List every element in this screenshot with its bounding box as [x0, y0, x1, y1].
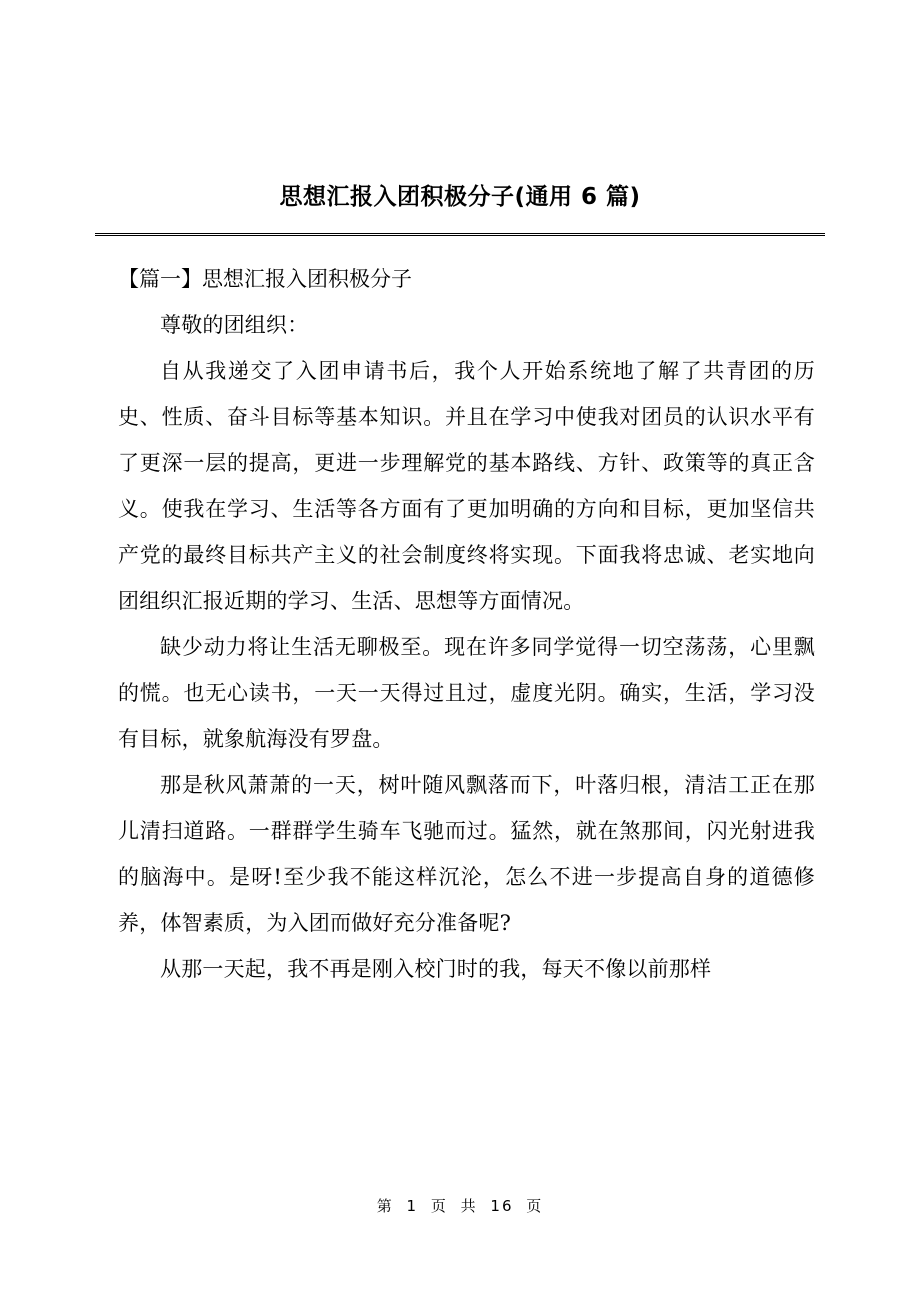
- footer-page-unit-1: 页: [430, 1197, 448, 1215]
- section-heading: 【篇一】思想汇报入团积极分子: [118, 267, 412, 291]
- footer-page-unit-2: 页: [526, 1197, 544, 1215]
- paragraph-3: 那是秋风萧萧的一天，树叶随风飘落而下，叶落归根，清洁工正在那儿清扫道路。一群群学生骑车飞驰而过。猛然，就在煞那间，闪光射进我的脑海中。是呀!至少我不能这样沉沦，怎么不进一步提高自身的道德修养，体智素质，为入团而做好充分准备呢?: [118, 773, 815, 935]
- page-title: 思想汇报入团积极分子(通用 6 篇): [279, 184, 641, 210]
- paragraph-2: 缺少动力将让生活无聊极至。现在许多同学觉得一切空荡荡，心里飘的慌。也无心读书，一天一天得过且过，虚度光阴。确实，生活，学习没有目标，就象航海没有罗盘。: [118, 635, 815, 751]
- paragraph-salutation: 尊敬的团组织：: [160, 313, 309, 337]
- footer-current-page: 1: [406, 1197, 419, 1215]
- footer-page-word: 第: [376, 1197, 394, 1215]
- footer-total-pages: 16: [490, 1197, 514, 1215]
- paragraph-1: 自从我递交了入团申请书后，我个人开始系统地了解了共青团的历史、性质、奋斗目标等基本知识。并且在学习中使我对团员的认识水平有了更深一层的提高，更进一步理解党的基本路线、方针、政策等的真正含义。使我在学习、生活等各方面有了更加明确的方向和目标，更加坚信共产党的最终目标共产主义的社会制度终将实现。下面我将忠诚、老实地向团组织汇报近期的学习、生活、思想等方面情况。: [118, 359, 815, 613]
- document-body: [118, 236, 815, 992]
- page-footer: [0, 1195, 920, 1216]
- paragraph-4: 从那一天起，我不再是刚入校门时的我，每天不像以前那样: [160, 957, 712, 981]
- footer-total-word: 共: [460, 1197, 478, 1215]
